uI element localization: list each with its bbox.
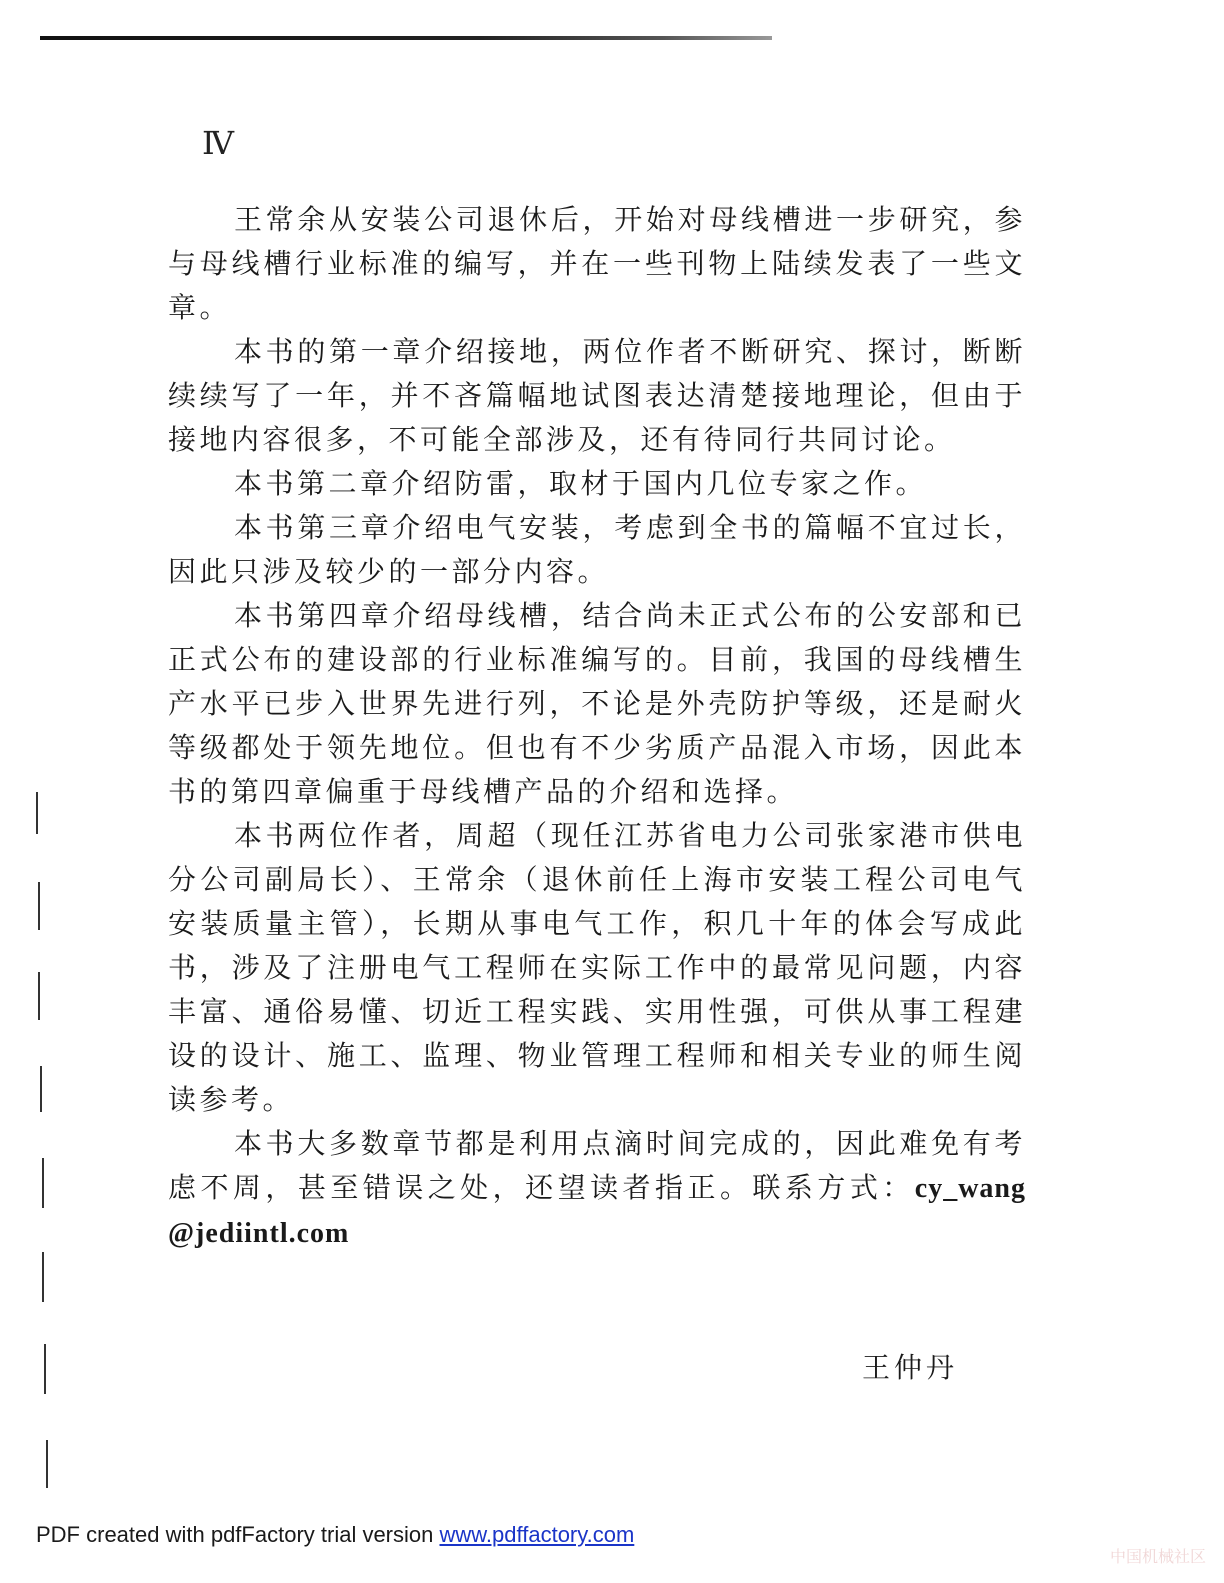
paragraph-2: 本书的第一章介绍接地，两位作者不断研究、探讨，断断续续写了一年，并不吝篇幅地试图表达清楚接地理论，但由于接地内容很多，不可能全部涉及，还有待同行共同讨论。 [168, 335, 1026, 456]
pdf-footer-banner [36, 1522, 634, 1548]
contact-email: cy_wang@jediintl.com [168, 1173, 1026, 1249]
page-number: Ⅳ [202, 125, 232, 161]
paragraph-1: 王常余从安装公司退休后，开始对母线槽进一步研究，参与母线槽行业标准的编写，并在一些刊物上陆续发表了一些文章。 [168, 203, 1026, 324]
margin-mark [38, 972, 40, 1020]
footer-prefix: PDF created with pdfFactory trial version [36, 1522, 440, 1547]
margin-mark [42, 1252, 44, 1302]
paragraph-4: 本书第三章介绍电气安装，考虑到全书的篇幅不宜过长，因此只涉及较少的一部分内容。 [168, 511, 1026, 588]
pdffactory-link[interactable]: www.pdffactory.com [439, 1522, 635, 1547]
margin-mark [38, 882, 40, 930]
paragraph-5: 本书第四章介绍母线槽，结合尚未正式公布的公安部和已正式公布的建设部的行业标准编写的。目前，我国的母线槽生产水平已步入世界先进行列，不论是外壳防护等级，还是耐火等级都处于领先地位。但也有不少劣质产品混入市场，因此本书的第四章偏重于母线槽产品的介绍和选择。 [168, 599, 1026, 808]
body-text [168, 198, 1026, 1256]
margin-mark [46, 1440, 48, 1488]
margin-mark [36, 792, 38, 834]
top-rule [40, 36, 772, 40]
author-signature: 王仲丹 [862, 1351, 959, 1384]
paragraph-6: 本书两位作者，周超（现任江苏省电力公司张家港市供电分公司副局长）、王常余（退休前任上海市安装工程公司电气安装质量主管），长期从事电气工作，积几十年的体会写成此书，涉及了注册电气工程师在实际工作中的最常见问题，内容丰富、通俗易懂、切近工程实践、实用性强，可供从事工程建设的设计、施工、监理、物业管理工程师和相关专业的师生阅读参考。 [168, 819, 1026, 1116]
paragraph-7 [168, 1122, 1026, 1256]
paragraph-7-text: 本书大多数章节都是利用点滴时间完成的，因此难免有考虑不周，甚至错误之处，还望读者指正。联系方式： [168, 1127, 1026, 1204]
margin-mark [40, 1066, 42, 1112]
margin-mark [44, 1344, 46, 1394]
paragraph-3: 本书第二章介绍防雷，取材于国内几位专家之作。 [234, 467, 928, 500]
watermark: 中国机械社区 [1109, 1547, 1206, 1566]
margin-mark [42, 1158, 44, 1208]
